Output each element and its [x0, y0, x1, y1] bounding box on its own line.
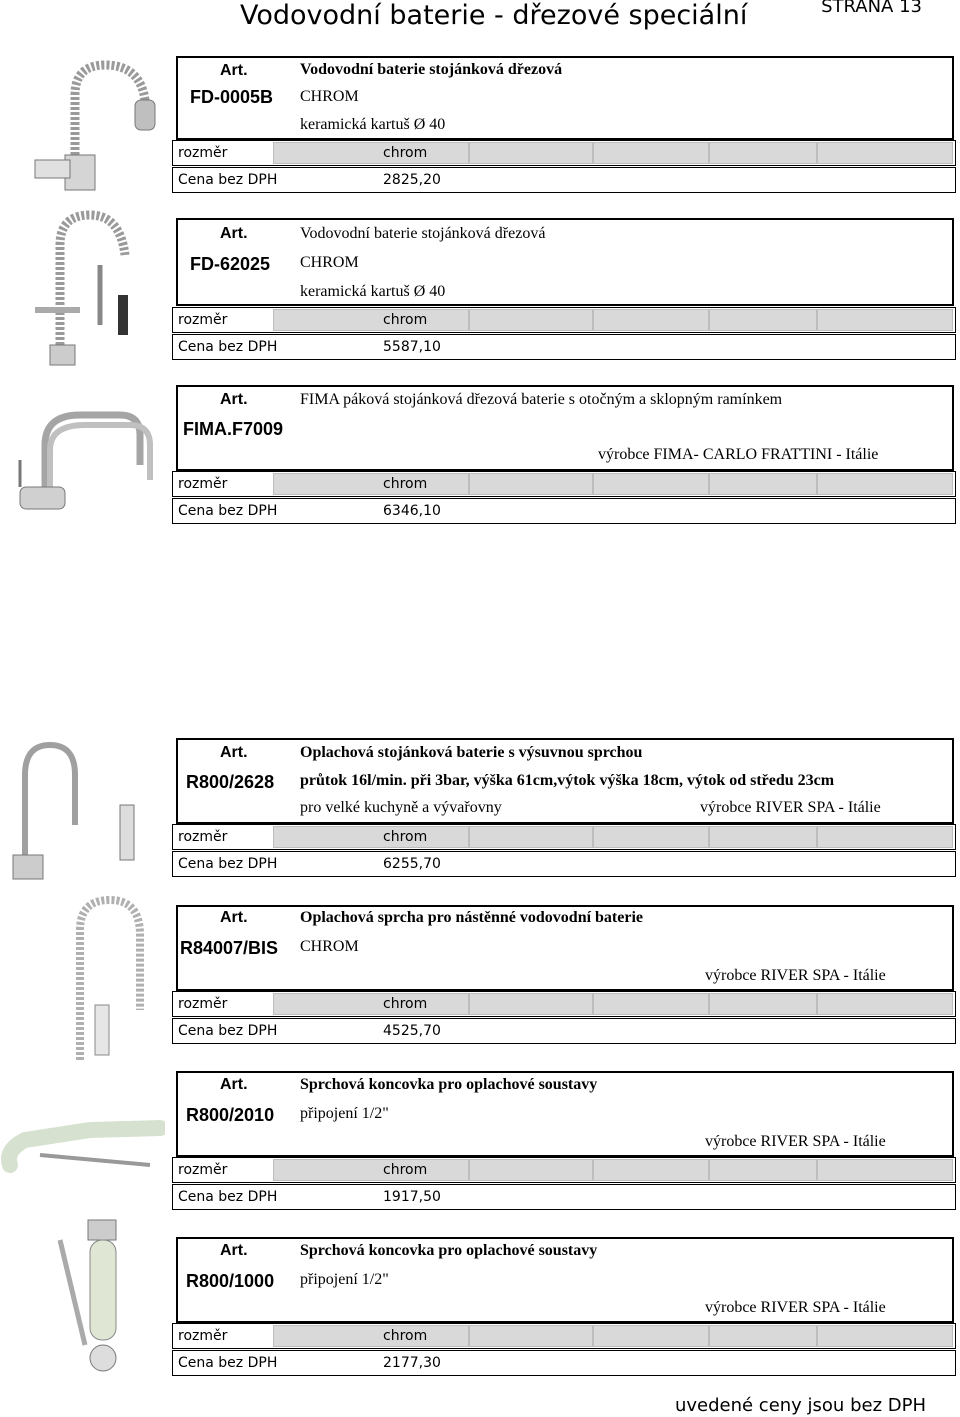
product-detail: keramická kartuš Ø 40	[300, 116, 446, 133]
size-label: rozměr	[178, 1162, 228, 1178]
product-connection: připojení 1/2"	[300, 1271, 389, 1288]
product-title: Oplachová stojánková baterie s výsuvnou sprchou	[300, 744, 643, 761]
price-label: Cena bez DPH	[178, 1355, 278, 1371]
price-row	[172, 334, 956, 360]
finish-value: chrom	[383, 996, 428, 1012]
rinse-spray-spring-image	[55, 890, 165, 1075]
product-code: R800/2628	[186, 772, 275, 792]
size-row	[172, 307, 956, 333]
size-row	[172, 140, 956, 166]
product-maker: výrobce RIVER SPA - Itálie	[700, 799, 881, 816]
product-code: R84007/BIS	[180, 938, 279, 958]
product-finish: CHROM	[300, 88, 359, 105]
size-row	[172, 1157, 956, 1183]
product-code: R800/1000	[186, 1271, 275, 1291]
product-maker: výrobce RIVER SPA - Itálie	[705, 1133, 886, 1150]
product-spec: průtok 16l/min. při 3bar, výška 61cm,výtok výška 18cm, výtok od středu 23cm	[300, 772, 835, 789]
size-label: rozměr	[178, 829, 228, 845]
product-title: Sprchová koncovka pro oplachové soustavy	[300, 1076, 598, 1093]
price-value: 6255,70	[383, 856, 441, 872]
finish-value: chrom	[383, 476, 428, 492]
art-label: Art.	[220, 744, 248, 761]
size-label: rozměr	[178, 145, 228, 161]
price-label: Cena bez DPH	[178, 172, 278, 188]
price-label: Cena bez DPH	[178, 1189, 278, 1205]
product-1-box	[176, 56, 954, 140]
art-label: Art.	[220, 909, 248, 926]
size-row	[172, 1323, 956, 1349]
price-row	[172, 1018, 956, 1044]
art-label: Art.	[220, 62, 248, 79]
product-title: Vodovodní baterie stojánková dřezová	[300, 225, 546, 242]
art-label: Art.	[220, 225, 248, 242]
faucet-pull-out-image	[5, 735, 165, 885]
finish-value: chrom	[383, 1328, 428, 1344]
size-label: rozměr	[178, 1328, 228, 1344]
product-title: Oplachová sprcha pro nástěnné vodovodní baterie	[300, 909, 644, 926]
product-title: FIMA páková stojánková dřezová baterie s otočným a sklopným ramínkem	[300, 391, 783, 408]
product-finish: CHROM	[300, 254, 359, 271]
price-value: 4525,70	[383, 1023, 441, 1039]
finish-value: chrom	[383, 312, 428, 328]
price-row	[172, 1184, 956, 1210]
price-row	[172, 498, 956, 524]
price-value: 2825,20	[383, 172, 441, 188]
product-code: FD-62025	[190, 254, 271, 274]
price-label: Cena bez DPH	[178, 339, 278, 355]
faucet-swivel-arm-image	[0, 405, 165, 525]
price-row	[172, 851, 956, 877]
spray-handle-image	[50, 1215, 160, 1375]
size-row	[172, 824, 956, 850]
product-maker: výrobce FIMA- CARLO FRATTINI - Itálie	[598, 446, 879, 463]
product-detail: pro velké kuchyně a vývařovny	[300, 799, 502, 816]
page-title: Vodovodní baterie - dřezové speciální	[240, 0, 748, 31]
price-value: 6346,10	[383, 503, 441, 519]
product-maker: výrobce RIVER SPA - Itálie	[705, 967, 886, 984]
finish-value: chrom	[383, 829, 428, 845]
product-title: Sprchová koncovka pro oplachové soustavy	[300, 1242, 598, 1259]
product-2-box	[176, 218, 954, 306]
product-code: R800/2010	[186, 1105, 275, 1125]
product-title: Vodovodní baterie stojánková dřezová	[300, 61, 563, 78]
product-maker: výrobce RIVER SPA - Itálie	[705, 1299, 886, 1316]
product-code: FIMA.F7009	[183, 419, 284, 439]
art-label: Art.	[220, 1242, 248, 1259]
size-label: rozměr	[178, 312, 228, 328]
price-value: 1917,50	[383, 1189, 441, 1205]
product-detail: keramická kartuš Ø 40	[300, 283, 446, 300]
size-row	[172, 991, 956, 1017]
spray-nozzle-image	[0, 1110, 165, 1180]
size-row	[172, 471, 956, 497]
price-value: 5587,10	[383, 339, 441, 355]
product-finish: CHROM	[300, 938, 359, 955]
faucet-spring-pro-image	[20, 205, 160, 370]
product-connection: připojení 1/2"	[300, 1105, 389, 1122]
size-label: rozměr	[178, 996, 228, 1012]
art-label: Art.	[220, 1076, 248, 1093]
price-row	[172, 167, 956, 193]
price-label: Cena bez DPH	[178, 856, 278, 872]
footer-note: uvedené ceny jsou bez DPH	[674, 1395, 926, 1416]
finish-value: chrom	[383, 1162, 428, 1178]
art-label: Art.	[220, 391, 248, 408]
finish-value: chrom	[383, 145, 428, 161]
page-number: STRANA 13	[821, 0, 922, 17]
price-value: 2177,30	[383, 1355, 441, 1371]
product-code: FD-0005B	[190, 87, 274, 107]
size-label: rozměr	[178, 476, 228, 492]
price-label: Cena bez DPH	[178, 503, 278, 519]
faucet-spring-image	[30, 55, 165, 195]
price-row	[172, 1350, 956, 1376]
price-label: Cena bez DPH	[178, 1023, 278, 1039]
